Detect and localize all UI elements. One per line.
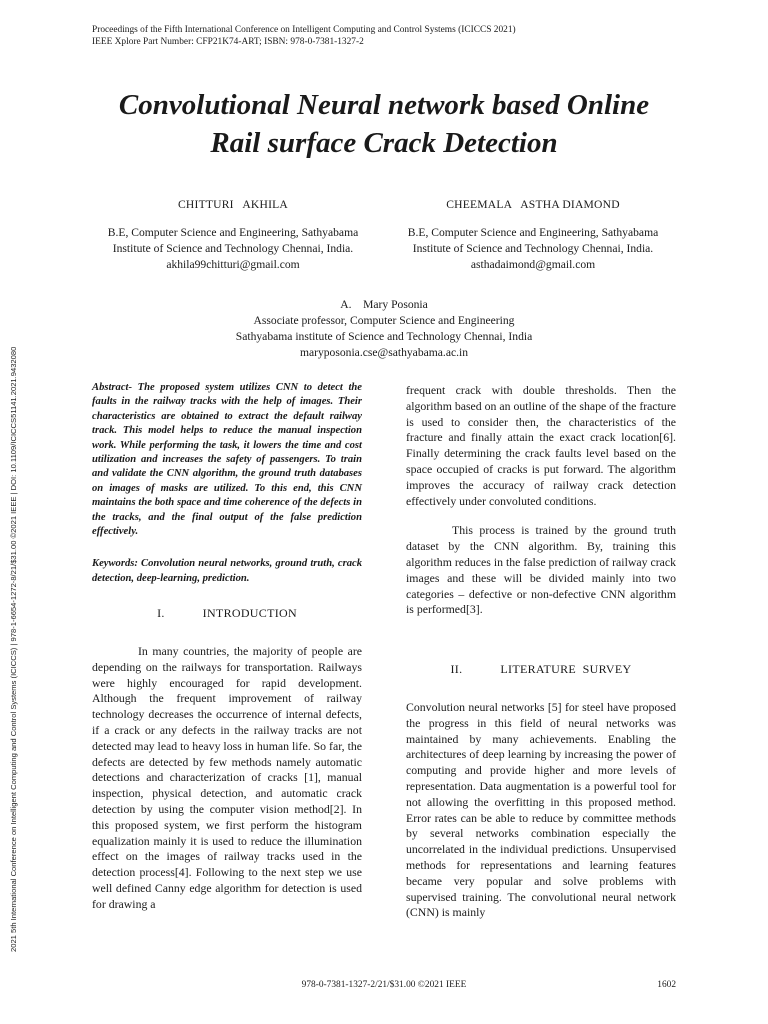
author-affiliation: Institute of Science and Technology Chennai, India. [412, 242, 654, 255]
section-title: LITERATURE SURVEY [500, 662, 632, 677]
left-column [92, 381, 362, 927]
author-affiliation: B.E, Computer Science and Engineering, Sathyabama [107, 226, 359, 239]
part-number-header: IEEE Xplore Part Number: CFP21K74-ART; ISBN: 978-0-7381-1327-2 [92, 37, 364, 47]
author-email: maryposonia.cse@sathyabama.ac.in [299, 346, 469, 359]
proceedings-header: Proceedings of the Fifth International Conference on Intelligent Computing and Control Systems (ICICCS 2021) [92, 25, 516, 35]
section-title: INTRODUCTION [202, 606, 297, 621]
author-name: A. Mary Posonia [340, 298, 428, 311]
keywords: Keywords: Convolution neural networks, ground truth, crack detection, deep-learning, prediction. [92, 558, 362, 584]
author-block-3 [150, 297, 618, 361]
author-block-2 [388, 197, 678, 273]
author-affiliation: Sathyabama institute of Science and Technology Chennai, India [235, 330, 533, 343]
author-affiliation: B.E, Computer Science and Engineering, Sathyabama [407, 226, 659, 239]
page-number: 1602 [657, 980, 676, 990]
doi-side-margin-text: 2021 5th International Conference on Intelligent Computing and Control Systems (ICICCS) | 978-1-6654-1272-8/21/$31.00 ©2021 IEEE | DOI: 10.1109/ICICCS51141.2021.9432080 [9, 346, 18, 952]
author-email: asthadaimond@gmail.com [470, 258, 596, 271]
paper-title-line-2: Rail surface Crack Detection [210, 127, 558, 159]
author-email: akhila99chitturi@gmail.com [166, 258, 300, 271]
author-block-1 [92, 197, 374, 273]
author-role: Associate professor, Computer Science and Engineering [253, 314, 515, 327]
section-number: II. [450, 662, 463, 677]
section-number: I. [157, 606, 165, 621]
paper-title-line-1: Convolutional Neural network based Online [118, 89, 650, 121]
introduction-paragraph: In many countries, the majority of people are depending on the railways for transportation. Railways were highly encouraged for rapid development. Although the frequent improvement of railway technology decreases the occurrence of internal defects, if a crack or any defects in the railway tracks are not detected may lead to heavy loss in human life. So far, the defects are detected by few methods namely automatic detections and characterization of cracks [1], manual inspection, physical detection, and automatic crack detection by using the computer vision method[2]. In this proposed system, we first perform the histogram equalization mainly it is used to reduce the illumination effect on the images of railway tracks used in the detection process[4]. Following to the next step we use well defined Canny edge algorithm for detection is used for drawing a [92, 644, 362, 911]
section-heading-literature-survey [406, 662, 676, 678]
right-column [406, 383, 676, 935]
body-paragraph: frequent crack with double thresholds. Then the algorithm based on an outline of the shape of the fracture is used to consider then, the characteristics of the fracture and finally attain the exact crack location[6]. Finally determining the crack faults level based on the space occupied of cracks is put forward. The algorithm improves the accuracy of railway crack detection effectively under convoluted conditions. [406, 383, 676, 508]
body-paragraph: This process is trained by the ground truth dataset by the CNN algorithm. By, training this algorithm reduces in the false prediction of railway crack images and these will be divided mainly into two categories – defective or non-defective CNN algorithm is performed[3]. [406, 523, 676, 617]
footer-copyright: 978-0-7381-1327-2/21/$31.00 ©2021 IEEE [301, 980, 467, 990]
author-affiliation: Institute of Science and Technology Chennai, India. [112, 242, 354, 255]
author-name: CHITTURI AKHILA [178, 198, 288, 211]
abstract: Abstract- The proposed system utilizes CNN to detect the faults in the railway tracks with the help of images. Their characteristics are obtained to extract the default railway track. This model helps to reduce the manual inspection work. While performing the task, it lowers the time and cost utilization and increases the safety of passengers. To train and validate the CNN algorithm, the ground truth databases on images of masks are utilized. To this end, this CNN maintains the both space and time coherence of the defects in the tracks, and the final output of the false prediction effectively. [92, 382, 362, 538]
section-heading-introduction [92, 606, 362, 622]
literature-survey-paragraph: Convolution neural networks [5] for steel have proposed the progress in this field of neural networks was maintained by many achievements. Enabling the architectures of deep learning by increasing the power of computing and provide higher and more levels of representation. Data augmentation is a powerful tool for not allowing the overfitting in this proposed method. Error rates can be able to reduce by committee methods by several networks combination especially the uncorrelated in the individual predictions. Unsupervised methods for representations and learning features became very popular and solve problems with supervised training. The convolutional neural network (CNN) is mainly [406, 699, 676, 920]
author-name: CHEEMALA ASTHA DIAMOND [446, 198, 620, 211]
